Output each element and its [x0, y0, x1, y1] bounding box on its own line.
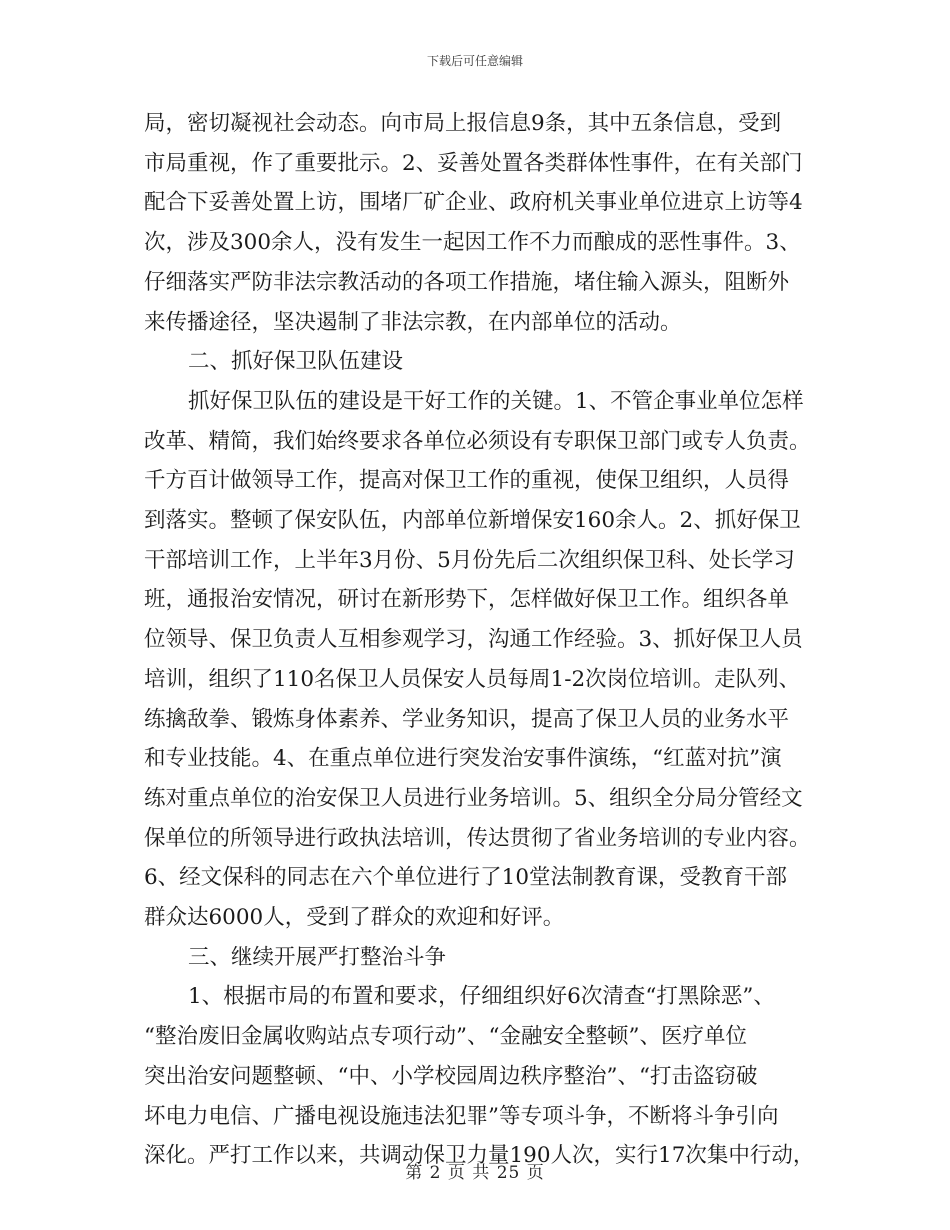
body-line: 次，涉及300余人，没有发生一起因工作不力而酿成的恶性事件。3、	[144, 230, 801, 256]
body-line: 抓好保卫队伍的建设是干好工作的关键。1、不管企事业单位怎样	[188, 388, 804, 414]
body-line: 练对重点单位的治安保卫人员进行业务培训。5、组织全分局分管经文	[144, 785, 803, 811]
body-line: 市局重视，作了重要批示。2、妥善处置各类群体性事件，在有关部门	[144, 150, 803, 176]
body-line: 群众达6000人，受到了群众的欢迎和好评。	[144, 905, 565, 931]
body-line: 坏电力电信、广播电视设施违法犯罪”等专项斗争，不断将斗争引向	[144, 1103, 779, 1129]
body-line: 局，密切凝视社会动态。向市局上报信息9条，其中五条信息，受到	[144, 111, 782, 136]
document-body	[144, 104, 814, 1176]
body-line: 来传播途径，坚决遏制了非法宗教，在内部单位的活动。	[144, 309, 682, 335]
body-line: 干部培训工作，上半年3月份、5月份先后二次组织保卫科、处长学习	[144, 547, 795, 573]
section-heading-3: 三、继续开展严打整治斗争	[188, 944, 447, 970]
body-line: 培训，组织了110名保卫人员保安人员每周1-2次岗位培训。走队列、	[144, 666, 801, 692]
body-line: 到落实。整顿了保安队伍，内部单位新增保安160余人。2、抓好保卫	[144, 508, 801, 534]
body-line: 6、经文保科的同志在六个单位进行了10堂法制教育课，受教育干部	[144, 865, 788, 891]
page-header: 下载后可任意编辑	[426, 54, 523, 68]
body-line: 保单位的所领导进行政执法培训，传达贯彻了省业务培训的专业内容。	[144, 825, 811, 851]
body-line: 改革、精简，我们始终要求各单位必须设有专职保卫部门或专人负责。	[144, 428, 811, 454]
body-line: 深化。严打工作以来，共调动保卫力量190人次，实行17次集中行动，	[144, 1143, 815, 1169]
page-number-footer: 第 2 页 共 25 页	[405, 1163, 545, 1183]
body-line: 仔细落实严防非法宗教活动的各项工作措施，堵住输入源头，阻断外	[144, 269, 790, 295]
body-line: “整治废旧金属收购站点专项行动”、“金融安全整顿”、医疗单位	[144, 1024, 747, 1050]
body-line: 练擒敌拳、锻炼身体素养、学业务知识，提高了保卫人员的业务水平	[144, 706, 790, 732]
section-heading-2: 二、抓好保卫队伍建设	[188, 349, 404, 375]
body-line: 千方百计做领导工作，提高对保卫工作的重视，使保卫组织，人员得	[144, 468, 790, 494]
body-line: 1、根据市局的布置和要求，仔细组织好6次清查“打黑除恶”、	[188, 984, 775, 1010]
body-line: 配合下妥善处置上访，围堵厂矿企业、政府机关事业单位进京上访等4	[144, 190, 803, 216]
body-line: 和专业技能。4、在重点单位进行突发治安事件演练，“红蓝对抗”演	[144, 746, 782, 772]
body-line: 班，通报治安情况，研讨在新形势下，怎样做好保卫工作。组织各单	[144, 587, 790, 613]
body-line: 位领导、保卫负责人互相参观学习，沟通工作经验。3、抓好保卫人员	[144, 627, 803, 653]
body-line: 突出治安问题整顿、“中、小学校园周边秩序整治”、“打击盗窃破	[144, 1063, 758, 1089]
